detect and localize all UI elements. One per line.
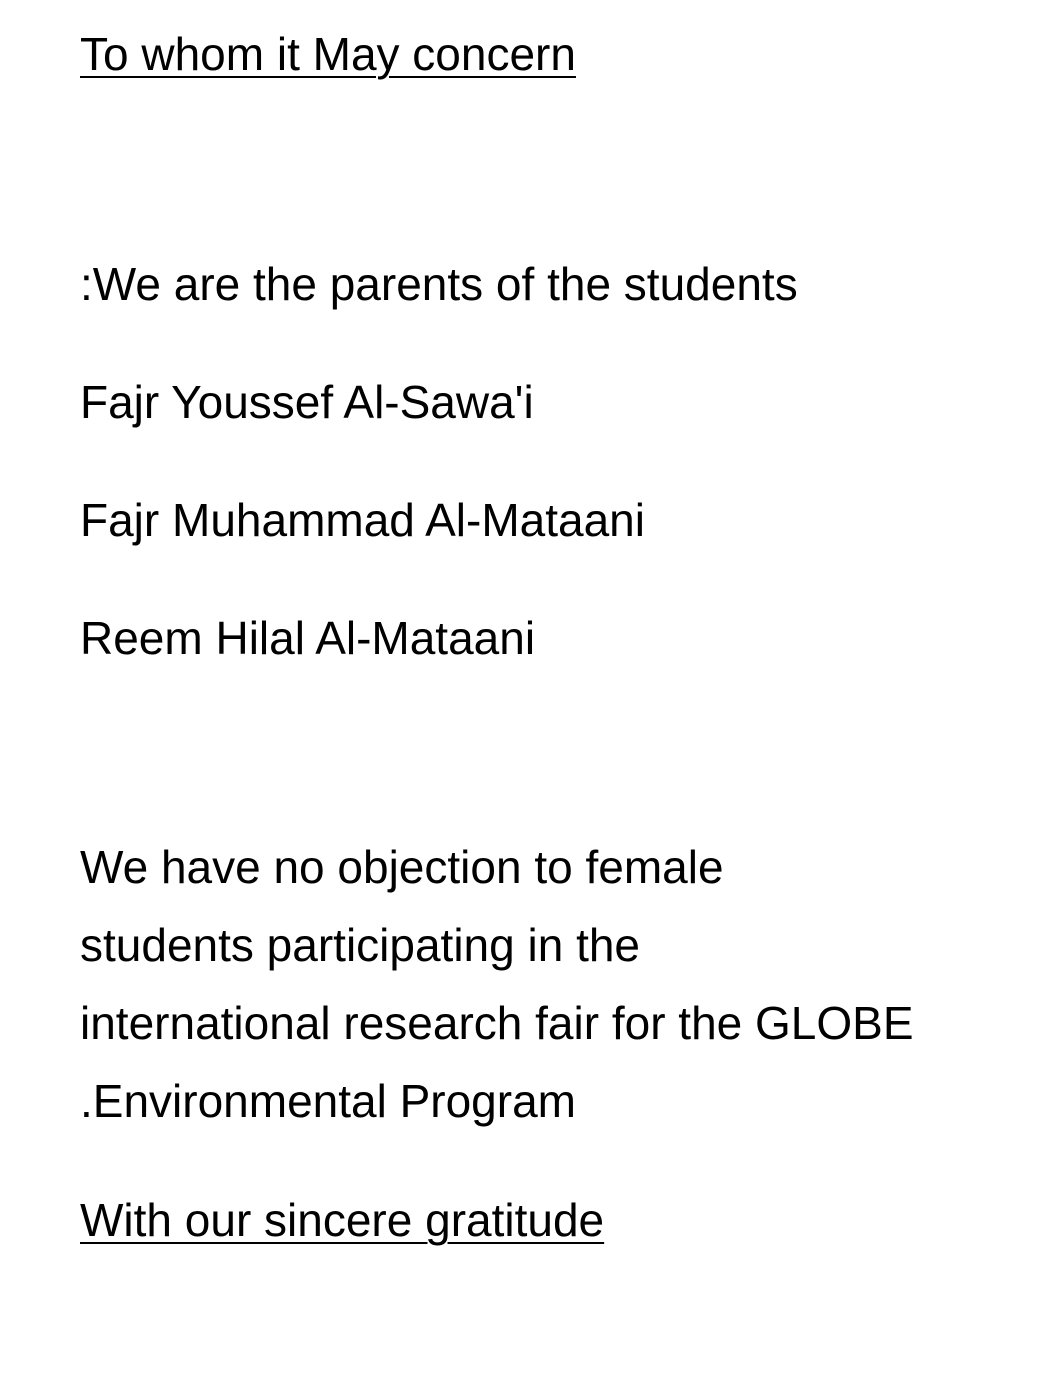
statement-line: We have no objection to female [80,841,724,893]
salutation-heading: To whom it May concern [80,28,576,80]
closing-line: With our sincere gratitude [80,1194,605,1246]
intro-line: :We are the parents of the students [80,258,798,310]
statement-line: .Environmental Program [80,1075,576,1127]
student-name: Reem Hilal Al-Mataani [80,612,536,664]
statement-paragraph [80,828,1010,1140]
statement-line: international research fair for the GLOBE [80,997,914,1049]
statement-line: students participating in the [80,919,641,971]
student-name: Fajr Muhammad Al-Mataani [80,494,645,546]
student-name: Fajr Youssef Al-Sawa'i [80,376,534,428]
